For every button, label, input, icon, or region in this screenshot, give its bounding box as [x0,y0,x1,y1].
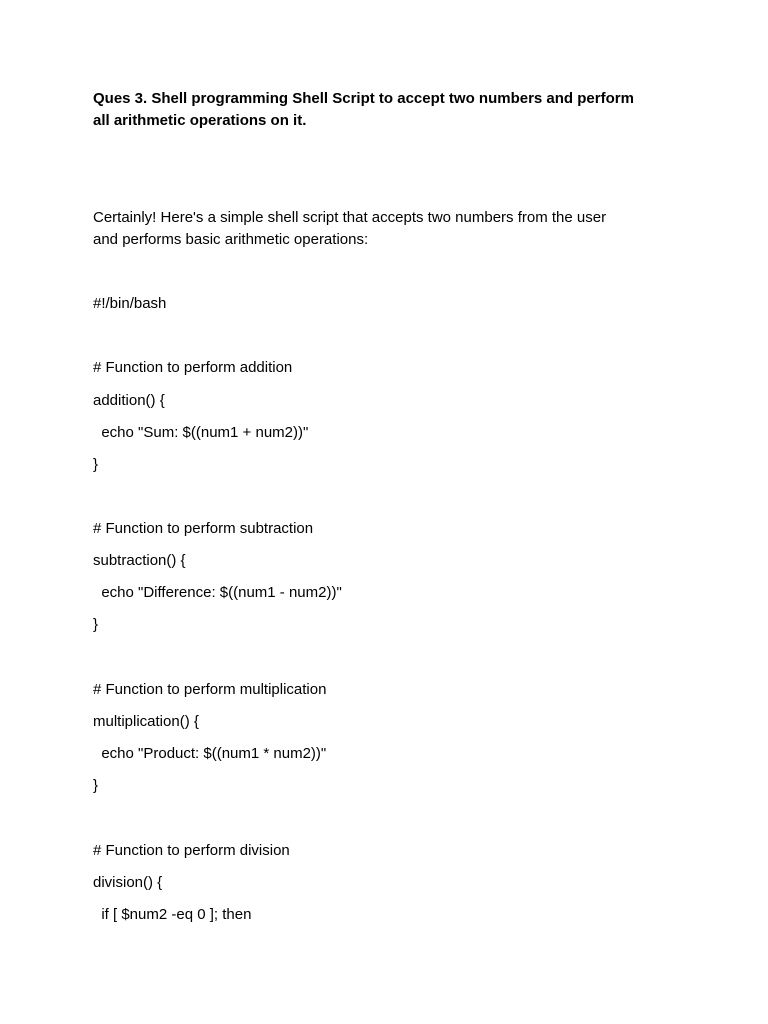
code-line-multiplication-close: } [93,777,99,794]
intro-paragraph: Certainly! Here's a simple shell script that accepts two numbers from the user [93,209,607,226]
question-title: Ques 3. Shell programming Shell Script to accept two numbers and perform [93,90,634,107]
code-line-multiplication-echo: echo "Product: $((num1 * num2))" [93,745,327,762]
code-comment-multiplication: # Function to perform multiplication [93,681,327,698]
code-line-multiplication-def: multiplication() { [93,713,199,730]
code-line-division-if: if [ $num2 -eq 0 ]; then [93,906,252,923]
code-line-subtraction-close: } [93,616,99,633]
intro-paragraph-continued: and performs basic arithmetic operations: [93,231,369,248]
code-line-subtraction-def: subtraction() { [93,552,186,569]
code-line-shebang: #!/bin/bash [93,295,167,312]
code-comment-division: # Function to perform division [93,842,290,859]
question-title-continued: all arithmetic operations on it. [93,112,307,129]
code-line-addition-close: } [93,456,99,473]
code-line-division-def: division() { [93,874,163,891]
code-comment-addition: # Function to perform addition [93,359,293,376]
code-line-addition-def: addition() { [93,392,165,409]
code-comment-subtraction: # Function to perform subtraction [93,520,314,537]
code-line-subtraction-echo: echo "Difference: $((num1 - num2))" [93,584,342,601]
code-line-addition-echo: echo "Sum: $((num1 + num2))" [93,424,309,441]
